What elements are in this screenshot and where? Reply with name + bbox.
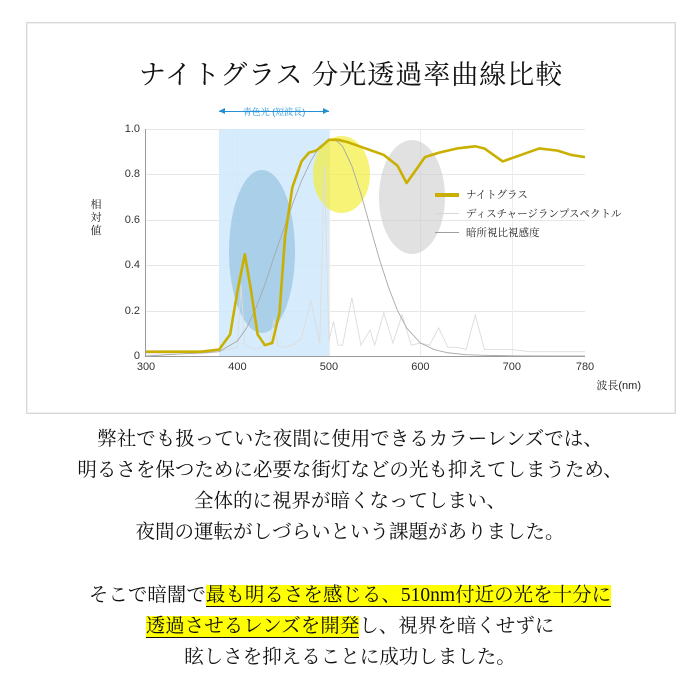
legend-item-nightglass [435,185,635,204]
legend-item-scotopic [435,223,635,242]
y-tick: 0.4 [124,259,140,272]
blue-light-band-label: 青色光 (短波長) [242,106,306,117]
paragraph-1-line: 全体的に視界が暗くなってしまい、 [193,491,506,512]
paragraph-1-line: 弊社でも扱っていた夜間に使用できるカラーレンズでは、 [97,429,603,450]
paragraph-2-highlight-2: 透過させるレンズを開発 [145,616,360,637]
y-tick: 0.8 [124,168,140,181]
chart-plot-area [83,106,643,399]
x-axis-label: 波長(nm) [596,380,641,392]
paragraph-2-line-1 [0,580,700,611]
paragraph-1 [0,424,700,548]
y-tick: 0.6 [124,213,140,226]
x-tick: 700 [502,361,521,373]
legend-label: ディスチャージランプスペクトル [466,208,622,220]
chart-card [26,22,676,414]
paragraph-2-highlight-1: 最も明るさを感じる、510nm付近の光を十分に [205,585,612,606]
legend-swatch [435,232,459,233]
plot-canvas [124,106,595,373]
legend-label: 暗所視比視感度 [466,227,540,239]
y-tick: 0 [133,350,140,362]
y-tick: 0.2 [124,304,140,317]
paragraph-2-line-2 [0,611,700,642]
x-tick: 400 [228,361,247,373]
paragraph-2-line1-pre: そこで暗闇で [88,585,206,606]
paragraph-2 [0,580,700,673]
paragraph-1-line: 夜間の運転がしづらいという課題がありました。 [135,522,565,543]
x-tick: 500 [319,361,339,373]
x-tick: 300 [136,361,156,373]
y-tick: 1.0 [124,123,140,135]
x-tick: 600 [411,361,430,373]
legend-item-discharge-lamp [435,204,635,223]
chart-curves [146,129,585,356]
paragraph-2-line2-post: し、視界を暗くせずに [359,616,555,637]
legend-label: ナイトグラス [466,189,528,201]
legend-swatch [435,213,459,214]
y-axis-label: 相対値 [90,199,102,237]
x-tick: 780 [575,361,595,373]
legend-swatch [435,193,459,197]
paragraph-1-line: 明るさを保つために必要な街灯などの光も抑えてしまうため、 [77,460,623,481]
chart-title: ナイトグラス 分光透過率曲線比較 [138,60,564,90]
chart-legend [435,185,635,242]
paragraph-2-line-3: 眩しさを抑えることに成功しました。 [184,647,516,668]
